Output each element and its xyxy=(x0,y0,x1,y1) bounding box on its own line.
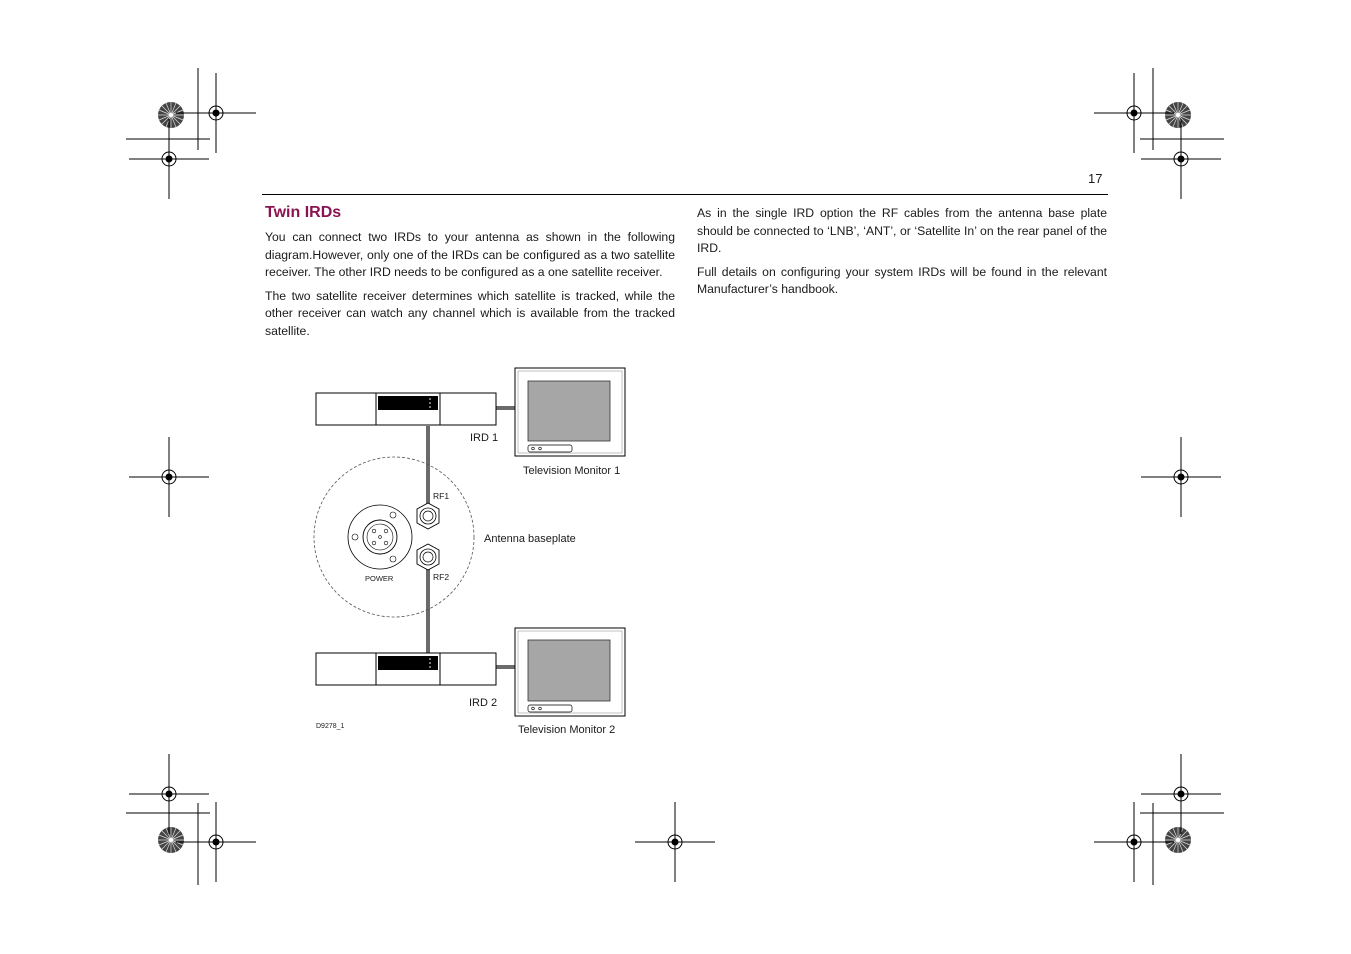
rf2-label: RF2 xyxy=(433,572,450,582)
rf1-label: RF1 xyxy=(433,491,450,501)
tv-1-label: Television Monitor 1 xyxy=(523,465,621,477)
ird-1-label: IRD 1 xyxy=(470,432,499,444)
ird-2-label: IRD 2 xyxy=(469,697,498,709)
power-label: POWER xyxy=(365,574,394,583)
baseplate-label: Antenna baseplate xyxy=(484,533,576,545)
left-column xyxy=(265,229,675,347)
section-title: Twin IRDs xyxy=(265,204,342,221)
figure-code: D9278_1 xyxy=(316,723,345,730)
tv-monitor-2 xyxy=(515,628,625,716)
antenna-baseplate xyxy=(314,457,474,617)
ird-2-unit xyxy=(316,653,496,685)
right-paragraph-2: Full details on configuring your system IRDs will be found in the relevant Manufacturer’s handbook. xyxy=(697,264,1107,297)
ird-1-unit xyxy=(316,393,496,425)
twin-ird-diagram xyxy=(300,360,640,745)
header-rule xyxy=(262,194,1108,195)
tv-monitor-1 xyxy=(515,368,625,456)
left-paragraph-1: You can connect two IRDs to your antenna as shown in the following diagram.However, only one of the IRDs can be configured as a two satellite receiver. The other IRD needs to be configured as a one satellite receiver. xyxy=(265,230,675,280)
right-column xyxy=(697,205,1107,305)
page-number: 17 xyxy=(1088,171,1103,186)
tv-2-label: Television Monitor 2 xyxy=(518,724,616,736)
right-paragraph-1: As in the single IRD option the RF cables from the antenna base plate should be connected to ‘LNB’, ‘ANT’, or ‘Satellite In’ on the rear panel of the IRD. xyxy=(697,206,1107,256)
left-paragraph-2: The two satellite receiver determines which satellite is tracked, while the other receiver can watch any channel which is available from the tracked satellite. xyxy=(265,288,675,338)
